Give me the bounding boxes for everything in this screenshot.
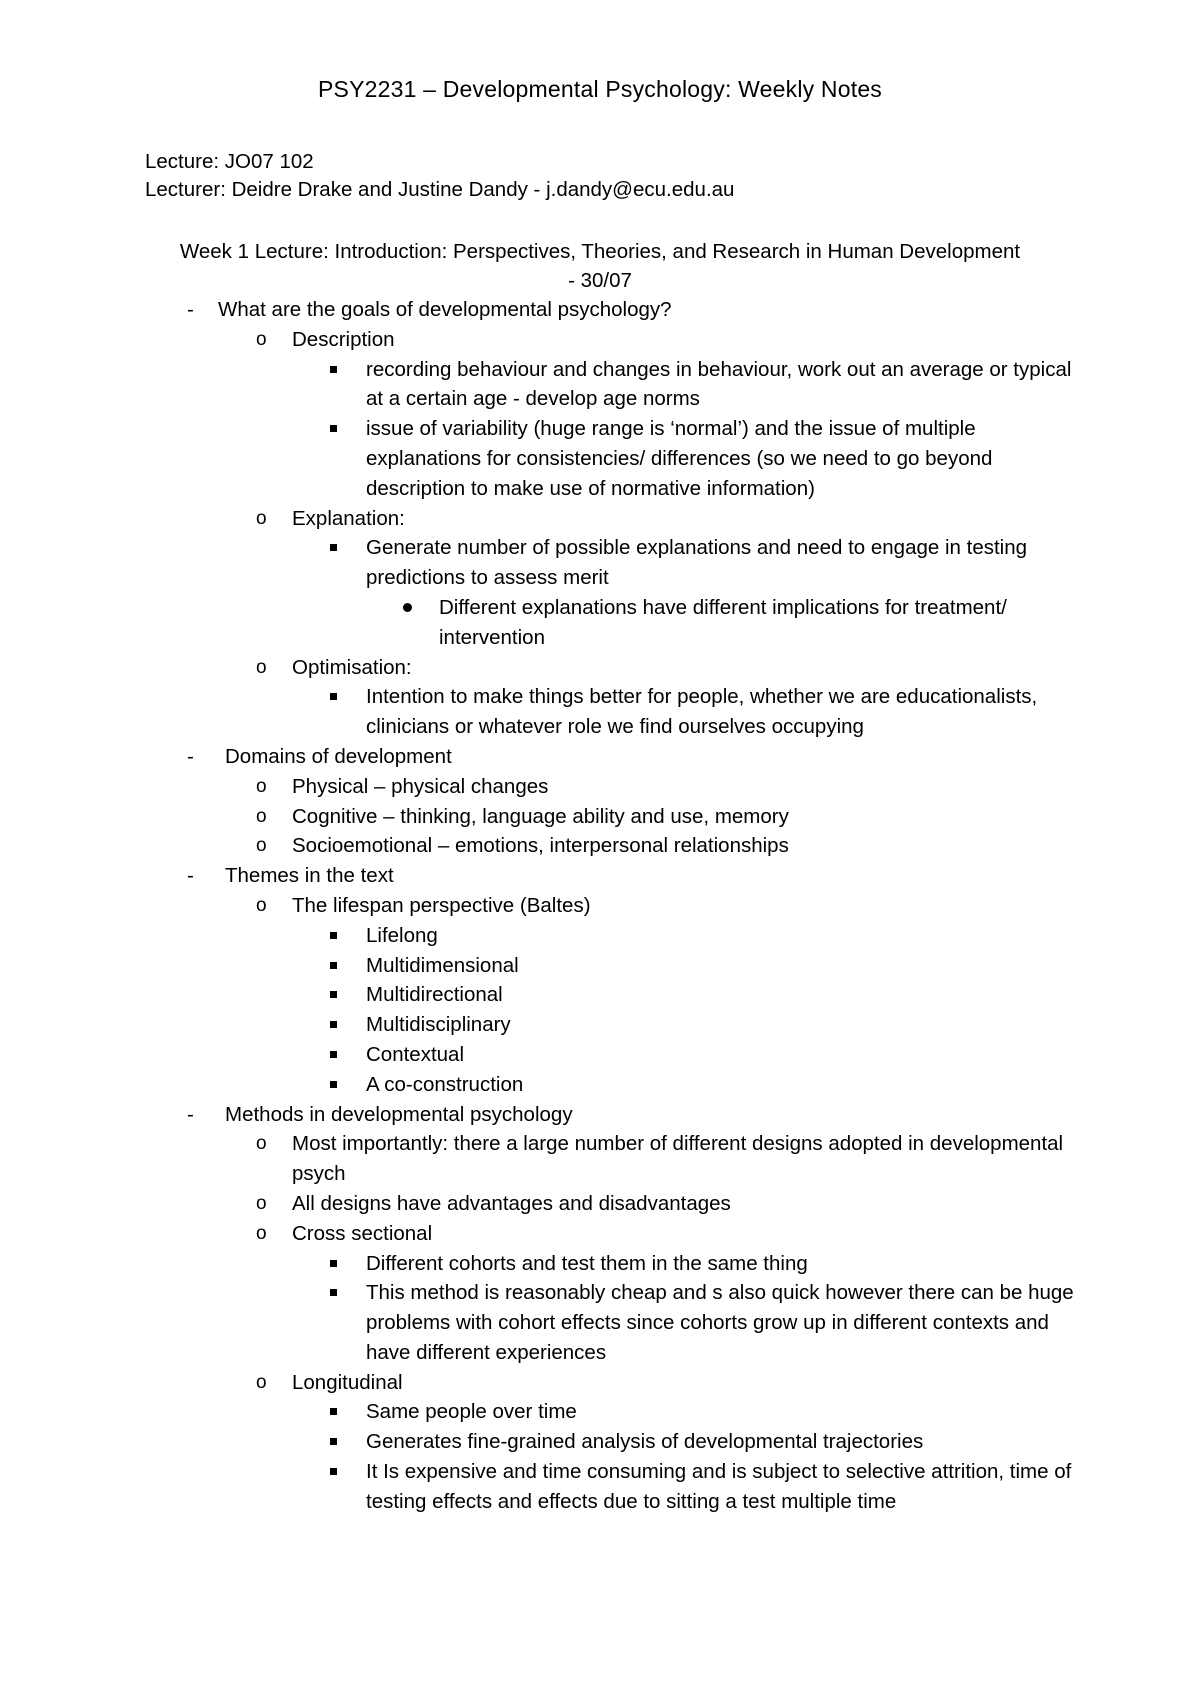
outline-item [0, 325, 1200, 355]
outline-item-text: issue of variability (huge range is ‘normal’) and the issue of multiple explanations for consistencies/ differences (so we need to go beyond description to make use of normative information) [366, 417, 993, 500]
square-bullet-icon [330, 1468, 337, 1475]
round-bullet-icon [403, 603, 412, 612]
outline-item [0, 921, 1200, 951]
outline-item-text: Optimisation: [292, 655, 412, 679]
outline-item [0, 533, 1200, 593]
outline-item-text: Physical – physical changes [292, 774, 549, 798]
square-bullet-icon [330, 962, 337, 969]
outline-item-text: Lifelong [366, 923, 438, 947]
outline-item-text: A co-construction [366, 1072, 524, 1096]
outline-item [0, 1040, 1200, 1070]
outline-item [0, 831, 1200, 861]
outline-item-text: recording behaviour and changes in behaviour, work out an average or typical at a certain age - develop age norms [366, 357, 1072, 411]
outline-item-text: Different cohorts and test them in the same thing [366, 1251, 808, 1275]
circle-bullet-icon: o [256, 328, 267, 350]
square-bullet-icon [330, 693, 337, 700]
square-bullet-icon [330, 366, 337, 373]
outline-item-text: Themes in the text [225, 864, 394, 888]
outline-item [0, 504, 1200, 534]
notes-outline [0, 295, 1200, 1517]
outline-item [0, 891, 1200, 921]
outline-item [0, 951, 1200, 981]
circle-bullet-icon: o [256, 805, 267, 827]
outline-item [0, 861, 1200, 891]
outline-item-text: Socioemotional – emotions, interpersonal relationships [292, 834, 789, 858]
circle-bullet-icon: o [256, 656, 267, 678]
circle-bullet-icon: o [256, 1192, 267, 1214]
dash-bullet-icon: - [187, 1102, 194, 1126]
dash-bullet-icon: - [187, 298, 194, 321]
week-heading [100, 237, 1100, 295]
outline-item-text: What are the goals of developmental psychology? [218, 298, 672, 321]
outline-item [0, 1219, 1200, 1249]
outline-item-text: Same people over time [366, 1400, 577, 1424]
square-bullet-icon [330, 1051, 337, 1058]
outline-item-text: Description [292, 327, 395, 351]
circle-bullet-icon: o [256, 1133, 267, 1155]
outline-item [0, 1457, 1200, 1517]
outline-item-text: It Is expensive and time consuming and is subject to selective attrition, time of testing effects and effects due to sitting a test multiple time [366, 1460, 1072, 1513]
square-bullet-icon [330, 991, 337, 998]
lecture-location: Lecture: JO07 102 [145, 150, 314, 173]
square-bullet-icon [330, 1289, 337, 1296]
dash-bullet-icon: - [187, 864, 194, 888]
square-bullet-icon [330, 1081, 337, 1088]
lecturer-info: Lecturer: Deidre Drake and Justine Dandy - j.dandy@ecu.edu.au [145, 178, 735, 201]
outline-item [0, 1368, 1200, 1398]
circle-bullet-icon: o [256, 835, 267, 857]
outline-item [0, 1278, 1200, 1367]
square-bullet-icon [330, 1260, 337, 1267]
outline-item-text: Multidisciplinary [366, 1013, 511, 1037]
square-bullet-icon [330, 1021, 337, 1028]
week-heading-line2: - 30/07 [568, 269, 632, 292]
square-bullet-icon [330, 1438, 337, 1445]
outline-item-text: Domains of development [225, 744, 452, 768]
outline-item-text: Cognitive – thinking, language ability and use, memory [292, 804, 789, 828]
outline-item-text: Cross sectional [292, 1221, 433, 1245]
outline-item [0, 414, 1200, 503]
outline-item-text: Generates fine-grained analysis of developmental trajectories [366, 1430, 924, 1454]
outline-item [0, 295, 1200, 325]
outline-item [0, 1427, 1200, 1457]
circle-bullet-icon: o [256, 507, 267, 529]
outline-item [0, 1129, 1200, 1189]
square-bullet-icon [330, 1408, 337, 1415]
outline-item [0, 742, 1200, 772]
circle-bullet-icon: o [256, 775, 267, 797]
outline-item [0, 1010, 1200, 1040]
outline-item [0, 653, 1200, 683]
circle-bullet-icon: o [256, 1222, 267, 1244]
outline-item-text: All designs have advantages and disadvantages [292, 1191, 731, 1215]
outline-item [0, 802, 1200, 832]
outline-item-text: Methods in developmental psychology [225, 1102, 573, 1126]
dash-bullet-icon: - [187, 744, 194, 768]
outline-item-text: Most importantly: there a large number of different designs adopted in developmental psych [292, 1132, 1064, 1186]
outline-item [0, 682, 1200, 742]
square-bullet-icon [330, 544, 337, 551]
outline-item [0, 1100, 1200, 1130]
outline-item [0, 1397, 1200, 1427]
outline-item [0, 355, 1200, 415]
outline-item [0, 1249, 1200, 1279]
outline-item-text: Explanation: [292, 506, 405, 530]
outline-item-text: Contextual [366, 1042, 465, 1066]
outline-item-text: Different explanations have different implications for treatment/ intervention [439, 595, 1007, 649]
outline-item [0, 1070, 1200, 1100]
outline-item [0, 593, 1200, 653]
week-heading-line1: Week 1 Lecture: Introduction: Perspectives, Theories, and Research in Human Development [179, 240, 1021, 263]
square-bullet-icon [330, 425, 337, 432]
circle-bullet-icon: o [256, 894, 267, 916]
outline-item [0, 1189, 1200, 1219]
outline-item-text: The lifespan perspective (Baltes) [292, 893, 591, 917]
outline-item-text: Intention to make things better for people, whether we are educationalists, clinicians or whatever role we find ourselves occupying [366, 685, 1038, 739]
outline-item-text: This method is reasonably cheap and s also quick however there can be huge problems with cohort effects since cohorts grow up in different contexts and have different experiences [366, 1281, 1074, 1364]
circle-bullet-icon: o [256, 1371, 267, 1393]
document-title: PSY2231 – Developmental Psychology: Weekly Notes [317, 76, 883, 102]
square-bullet-icon [330, 932, 337, 939]
outline-item [0, 980, 1200, 1010]
outline-item-text: Multidirectional [366, 983, 503, 1007]
outline-item-text: Generate number of possible explanations and need to engage in testing predictions to assess merit [366, 536, 1028, 590]
outline-item [0, 772, 1200, 802]
outline-item-text: Multidimensional [366, 953, 519, 977]
outline-item-text: Longitudinal [292, 1370, 403, 1394]
